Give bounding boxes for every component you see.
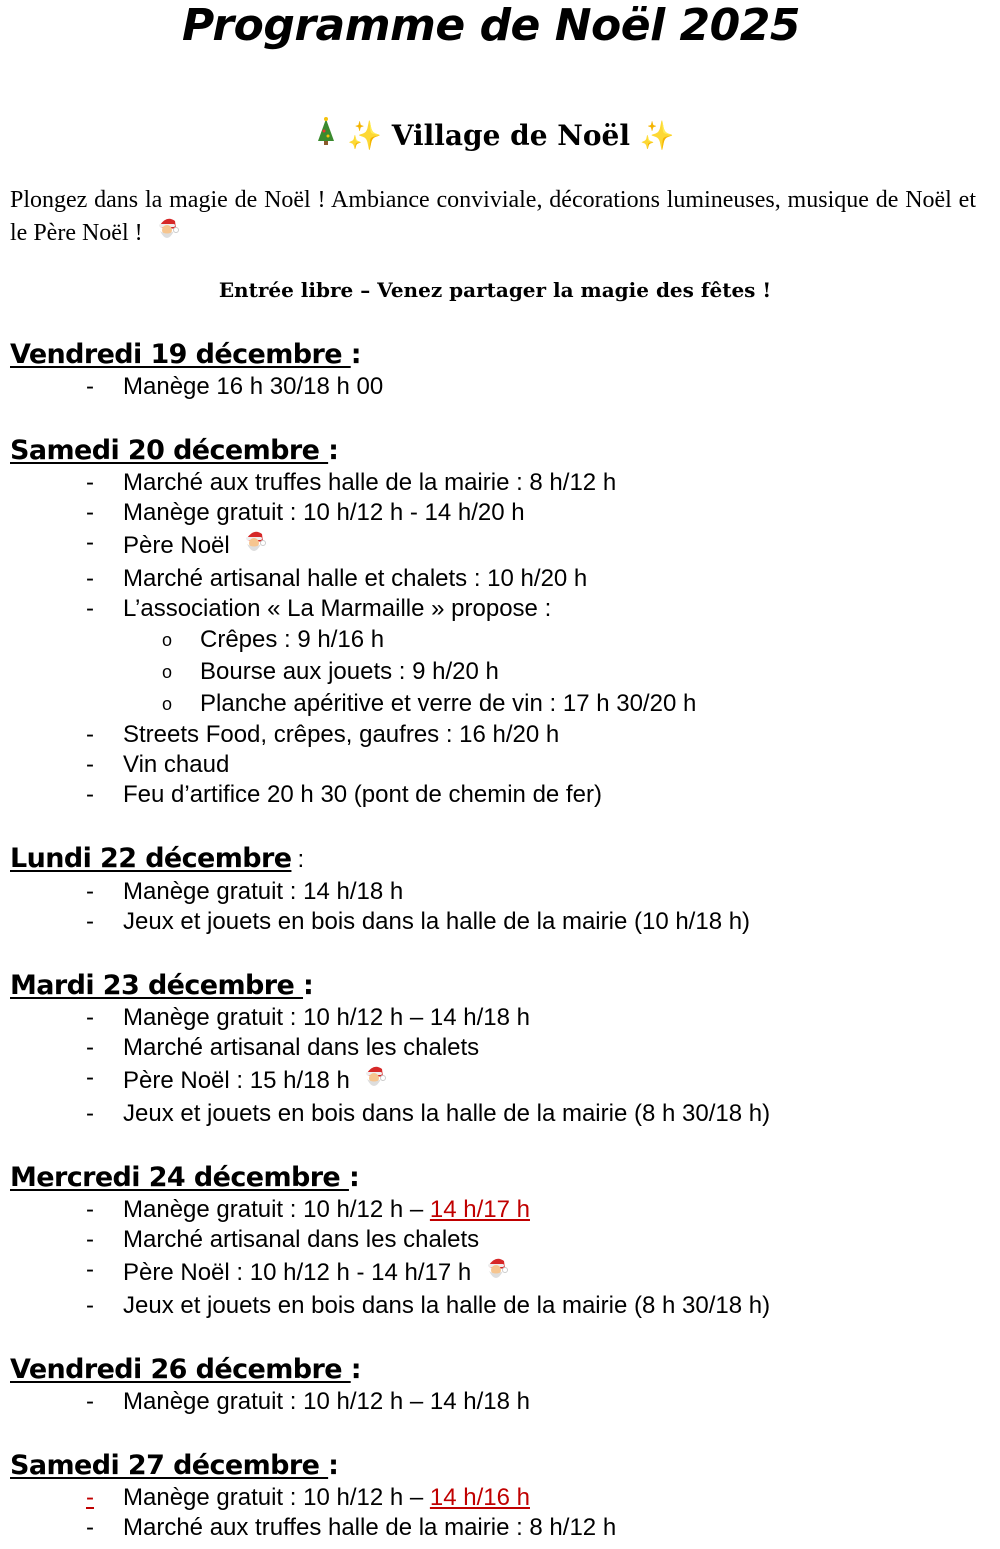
list-item (10, 468, 990, 498)
item-text: Père Noël : 15 h/18 h (123, 1067, 357, 1094)
highlighted-time: 14 h/16 h (429, 1484, 530, 1511)
dash-bullet: - (86, 1256, 94, 1283)
list-item (10, 564, 990, 594)
dash-bullet: - (86, 878, 94, 905)
santa-icon (484, 1255, 508, 1291)
dash-bullet: - (86, 565, 94, 592)
day-colon: : (350, 339, 361, 370)
dash-bullet: - (86, 1100, 94, 1127)
item-text: Manège gratuit : 10 h/12 h – 14 h/18 h (123, 1004, 530, 1031)
dash-bullet: - (86, 595, 94, 622)
item-text: L’association « La Marmaille » propose : (123, 595, 552, 622)
item-text: Marché aux truffes halle de la mairie : 8 h/12 h (123, 469, 617, 496)
dash-bullet: - (86, 1226, 94, 1253)
dash-bullet: - (86, 1514, 94, 1541)
list-item (10, 720, 990, 750)
list-item (10, 1063, 990, 1099)
day-name: Vendredi 19 décembre (10, 339, 351, 370)
list-item (10, 1195, 990, 1225)
christmas-tree-icon (315, 119, 337, 152)
item-text: Jeux et jouets en bois dans la halle de la mairie (8 h 30/18 h) (123, 1292, 771, 1319)
list-item (10, 594, 990, 624)
list-item (10, 1255, 990, 1291)
day-heading (10, 338, 990, 372)
day-name: Samedi 20 décembre (10, 435, 329, 466)
village-label: Village de Noël (391, 119, 631, 152)
day-name: Mardi 23 décembre (10, 970, 304, 1001)
dash-bullet: - (86, 499, 94, 526)
item-text: Marché aux truffes halle de la mairie : 8 h/12 h (123, 1514, 617, 1541)
dash-bullet: - (86, 1484, 94, 1511)
day-colon: : (328, 1450, 339, 1481)
day-heading (10, 969, 990, 1003)
dash-bullet: - (86, 1196, 94, 1223)
list-item (10, 1225, 990, 1255)
list-item (10, 750, 990, 780)
village-heading (0, 114, 990, 158)
sub-item-text: Planche apéritive et verre de vin : 17 h 30/20 h (200, 690, 697, 717)
list-item (10, 1387, 990, 1417)
day-name: Samedi 27 décembre (10, 1450, 329, 1481)
day-heading (10, 1353, 990, 1387)
sub-list-item (10, 688, 990, 720)
dash-bullet: - (86, 751, 94, 778)
list-item (10, 1003, 990, 1033)
item-text: Marché artisanal halle et chalets : 10 h/20 h (123, 565, 588, 592)
item-text: Vin chaud (123, 751, 230, 778)
circle-bullet: o (162, 694, 173, 714)
day-name: Vendredi 26 décembre (10, 1354, 351, 1385)
sparkle-icon: ✨ (639, 119, 675, 152)
circle-bullet: o (162, 630, 173, 650)
item-text: Manège gratuit : 10 h/12 h - 14 h/20 h (123, 499, 525, 526)
list-item (10, 907, 990, 937)
highlighted-time: 14 h/17 h (429, 1196, 530, 1223)
dash-bullet: - (86, 1292, 94, 1319)
day-heading (10, 1449, 990, 1483)
program-list (10, 338, 990, 1543)
dash-bullet: - (86, 908, 94, 935)
day-heading (10, 842, 990, 877)
list-item (10, 1033, 990, 1063)
dash-bullet: - (86, 529, 94, 556)
item-text: Streets Food, crêpes, gaufres : 16 h/20 h (123, 721, 560, 748)
list-item (10, 1483, 990, 1513)
dash-bullet: - (86, 781, 94, 808)
dash-bullet: - (86, 1388, 94, 1415)
item-text: Manège gratuit : 10 h/12 h – 14 h/18 h (123, 1388, 530, 1415)
item-text: Jeux et jouets en bois dans la halle de la mairie (8 h 30/18 h) (123, 1100, 771, 1127)
santa-icon (242, 528, 266, 564)
list-item (10, 877, 990, 907)
list-item (10, 498, 990, 528)
intro-paragraph (10, 186, 976, 251)
day-colon: : (291, 846, 304, 873)
intro-text: Plongez dans la magie de Noël ! Ambiance conviviale, décorations lumineuses, musique de Noël et le Père Noël ! (10, 187, 976, 246)
santa-icon (155, 215, 179, 251)
dash-bullet: - (86, 1064, 94, 1091)
day-name: Mercredi 24 décembre (10, 1162, 349, 1193)
day-colon: : (350, 1354, 361, 1385)
item-text: Manège 16 h 30/18 h 00 (123, 373, 384, 400)
dash-bullet: - (86, 373, 94, 400)
dash-bullet: - (86, 469, 94, 496)
dash-bullet: - (86, 1004, 94, 1031)
day-heading (10, 1161, 990, 1195)
sub-list-item (10, 624, 990, 656)
sub-item-text: Bourse aux jouets : 9 h/20 h (200, 658, 499, 685)
day-colon: : (303, 970, 314, 1001)
list-item (10, 372, 990, 402)
day-colon: : (348, 1162, 360, 1193)
item-text: Marché artisanal dans les chalets (123, 1034, 480, 1061)
list-item (10, 1099, 990, 1129)
day-heading (10, 434, 990, 468)
item-text: Père Noël : 10 h/12 h - 14 h/17 h (123, 1259, 478, 1286)
sub-list-item (10, 656, 990, 688)
santa-icon (362, 1063, 386, 1099)
list-item (10, 528, 990, 564)
list-item (10, 1291, 990, 1321)
entree-libre: Entrée libre – Venez partager la magie des fêtes ! (218, 278, 772, 302)
day-name: Lundi 22 décembre (10, 843, 292, 874)
dash-bullet: - (86, 721, 94, 748)
item-text: Manège gratuit : 14 h/18 h (123, 878, 404, 905)
page-title: Programme de Noël 2025 (182, 0, 800, 51)
list-item (10, 1513, 990, 1543)
item-text: Manège gratuit : 10 h/12 h – (123, 1196, 430, 1223)
item-text: Père Noël (123, 532, 237, 559)
item-text: Marché artisanal dans les chalets (123, 1226, 480, 1253)
item-text: Manège gratuit : 10 h/12 h – (123, 1484, 430, 1511)
list-item (10, 780, 990, 810)
sparkle-icon: ✨ (347, 119, 382, 152)
dash-bullet: - (86, 1034, 94, 1061)
item-text: Feu d’artifice 20 h 30 (pont de chemin de fer) (123, 781, 602, 808)
sub-item-text: Crêpes : 9 h/16 h (200, 626, 385, 653)
day-colon: : (328, 435, 339, 466)
item-text: Jeux et jouets en bois dans la halle de la mairie (10 h/18 h) (123, 908, 751, 935)
circle-bullet: o (162, 662, 173, 682)
